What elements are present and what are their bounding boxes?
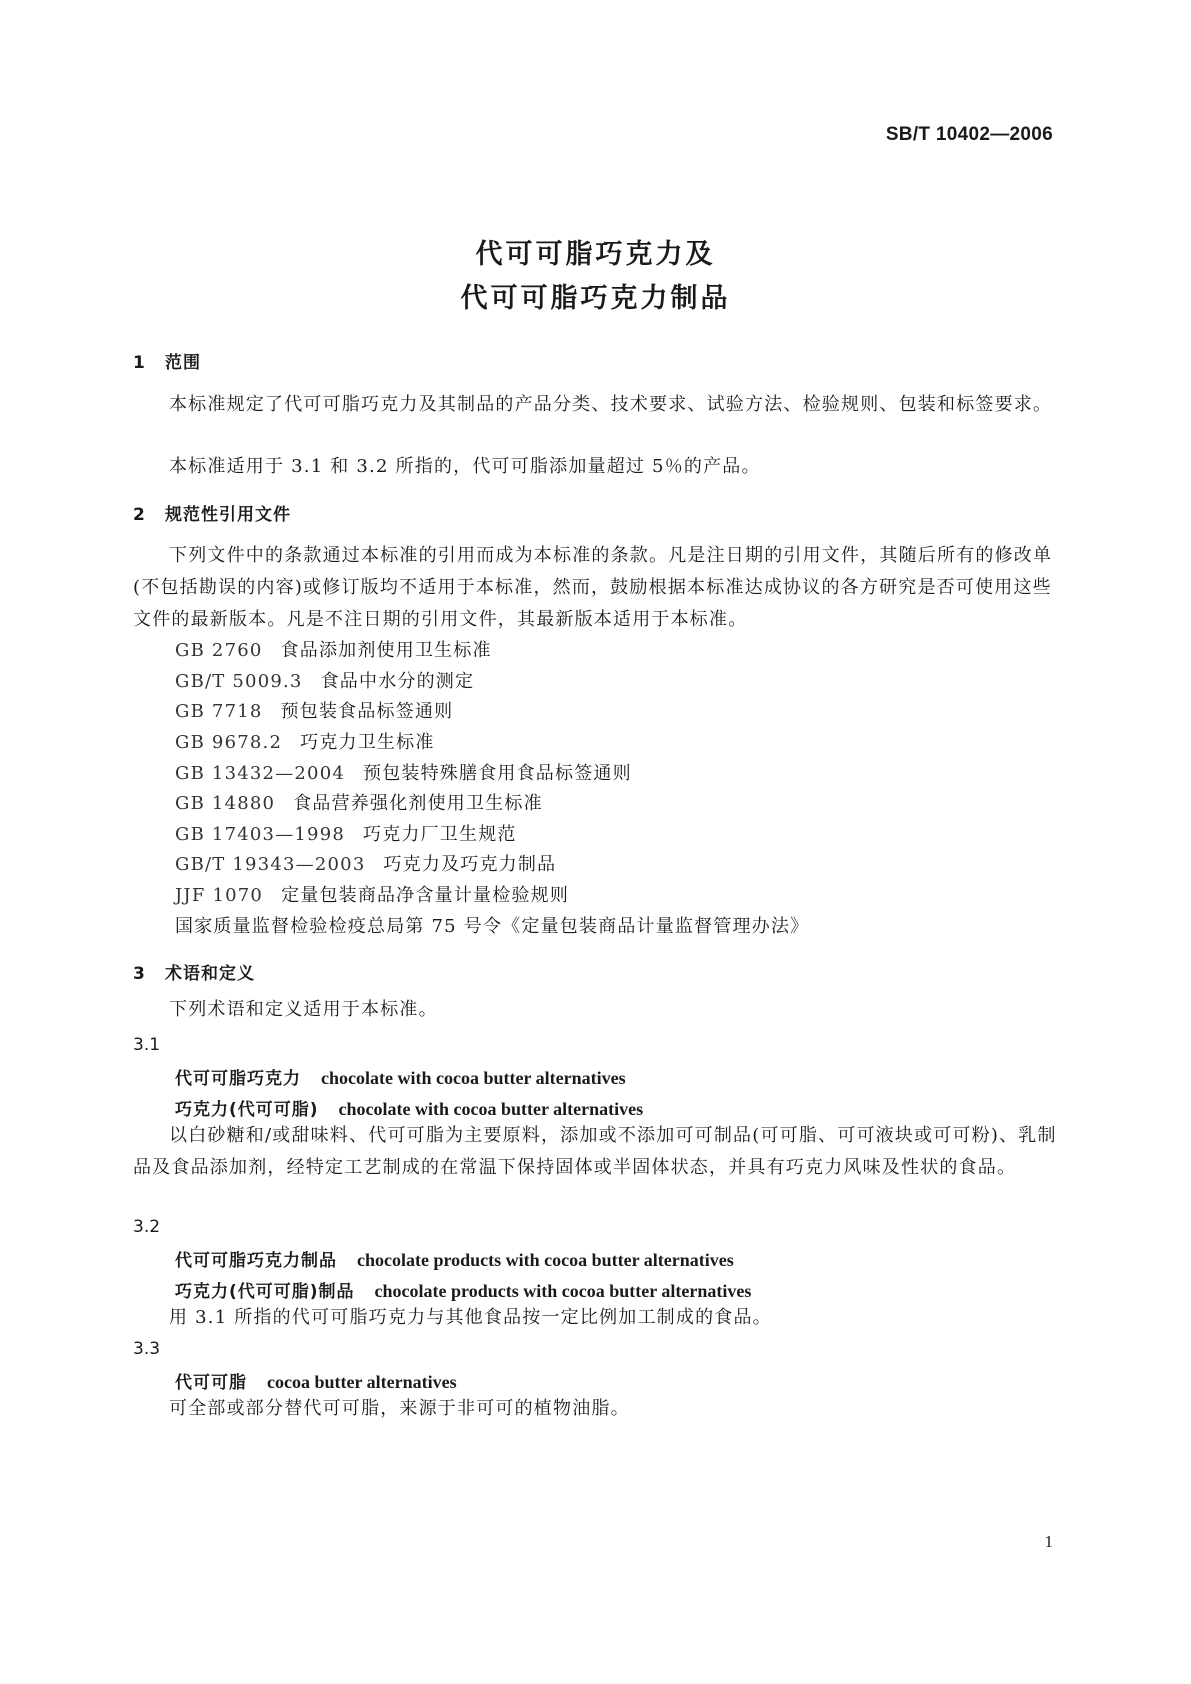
reference-code: GB 9678.2 (175, 732, 283, 753)
standard-code: SB/T 10402—2006 (885, 124, 1053, 145)
section-title: 范围 (165, 353, 201, 373)
reference-item (175, 881, 569, 907)
reference-code: GB 14880 (175, 793, 276, 814)
term-chinese: 巧克力(代可可脂)制品 (175, 1282, 355, 1302)
normative-paragraph: 下列文件中的条款通过本标准的引用而成为本标准的条款。凡是注日期的引用文件，其随后所有的修改单(不包括勘误的内容)或修订版均不适用于本标准，然而，鼓励根据本标准达成协议的各方研究是否可使用这些文件的最新版本。凡是不注日期的引用文件，其最新版本适用于本标准。 (133, 545, 1053, 630)
section-title: 术语和定义 (165, 964, 255, 984)
term-chinese: 巧克力(代可可脂) (175, 1100, 319, 1120)
term-chinese: 代可可脂巧克力制品 (175, 1251, 337, 1271)
term-english: chocolate with cocoa butter alternatives (321, 1068, 626, 1088)
clause-number: 3.1 (133, 1035, 161, 1055)
document-title-line2: 代可可脂巧克力制品 (460, 283, 731, 314)
reference-title: 巧克力卫生标准 (300, 732, 435, 753)
reference-code: GB/T 19343—2003 (175, 854, 366, 875)
reference-title: 食品营养强化剂使用卫生标准 (293, 793, 543, 814)
reference-item (175, 759, 632, 785)
term-entry (175, 1064, 626, 1089)
reference-code: GB 7718 (175, 701, 263, 722)
term-definition: 可全部或部分替代可可脂，来源于非可可的植物油脂。 (169, 1398, 630, 1419)
section-heading-terms (133, 959, 255, 984)
term-english: chocolate with cocoa butter alternatives (338, 1099, 644, 1119)
section-number: 1 (133, 353, 146, 373)
reference-item (175, 820, 517, 846)
reference-code: GB 2760 (175, 640, 263, 661)
term-entry (175, 1368, 457, 1393)
clause-number: 3.2 (133, 1217, 161, 1237)
term-english: cocoa butter alternatives (267, 1372, 457, 1392)
reference-code: GB 17403—1998 (175, 824, 345, 845)
reference-item (175, 697, 453, 723)
reference-title: 预包装食品标签通则 (280, 701, 454, 722)
clause-number: 3.3 (133, 1339, 161, 1359)
section-heading-scope (133, 348, 201, 373)
term-entry (175, 1246, 734, 1271)
reference-title: 巧克力厂卫生规范 (363, 824, 517, 845)
reference-item (175, 789, 543, 815)
document-title-line1: 代可可脂巧克力及 (475, 239, 716, 270)
reference-item-decree: 国家质量监督检验检疫总局第 75 号令《定量包装商品计量监督管理办法》 (175, 916, 810, 937)
reference-title: 预包装特殊膳食用食品标签通则 (363, 763, 632, 784)
section-number: 3 (133, 964, 146, 984)
section-title: 规范性引用文件 (165, 505, 291, 525)
reference-code: GB/T 5009.3 (175, 671, 303, 692)
term-entry (175, 1095, 643, 1120)
section-heading-normative (133, 500, 291, 525)
terms-intro: 下列术语和定义适用于本标准。 (169, 999, 438, 1020)
term-chinese: 代可可脂巧克力 (175, 1069, 301, 1089)
scope-paragraph-1: 本标准规定了代可可脂巧克力及其制品的产品分类、技术要求、试验方法、检验规则、包装和标签要求。 (169, 394, 1053, 415)
page-number: 1 (1044, 1532, 1053, 1551)
term-english: chocolate products with cocoa butter alternatives (357, 1250, 734, 1270)
term-english: chocolate products with cocoa butter alternatives (374, 1281, 752, 1301)
reference-item (175, 728, 435, 754)
scope-paragraph-2: 本标准适用于 3.1 和 3.2 所指的，代可可脂添加量超过 5％的产品。 (169, 456, 761, 477)
reference-code: GB 13432—2004 (175, 763, 345, 784)
reference-code: JJF 1070 (175, 885, 264, 906)
reference-item (175, 636, 492, 662)
reference-title: 食品添加剂使用卫生标准 (280, 640, 492, 661)
term-entry (175, 1277, 751, 1302)
reference-title: 食品中水分的测定 (320, 671, 475, 692)
term-chinese: 代可可脂 (175, 1373, 247, 1393)
term-definition: 用 3.1 所指的代可可脂巧克力与其他食品按一定比例加工制成的食品。 (169, 1307, 772, 1328)
reference-item (175, 850, 556, 876)
section-number: 2 (133, 505, 146, 525)
term-definition: 以白砂糖和/或甜味料、代可可脂为主要原料，添加或不添加可可制品(可可脂、可可液块或可可粉)、乳制品及食品添加剂，经特定工艺制成的在常温下保持固体或半固体状态，并具有巧克力风味及性状的食品。 (133, 1125, 1057, 1178)
reference-title: 定量包装商品净含量计量检验规则 (281, 885, 570, 906)
reference-item (175, 667, 474, 693)
reference-title: 巧克力及巧克力制品 (383, 854, 557, 875)
